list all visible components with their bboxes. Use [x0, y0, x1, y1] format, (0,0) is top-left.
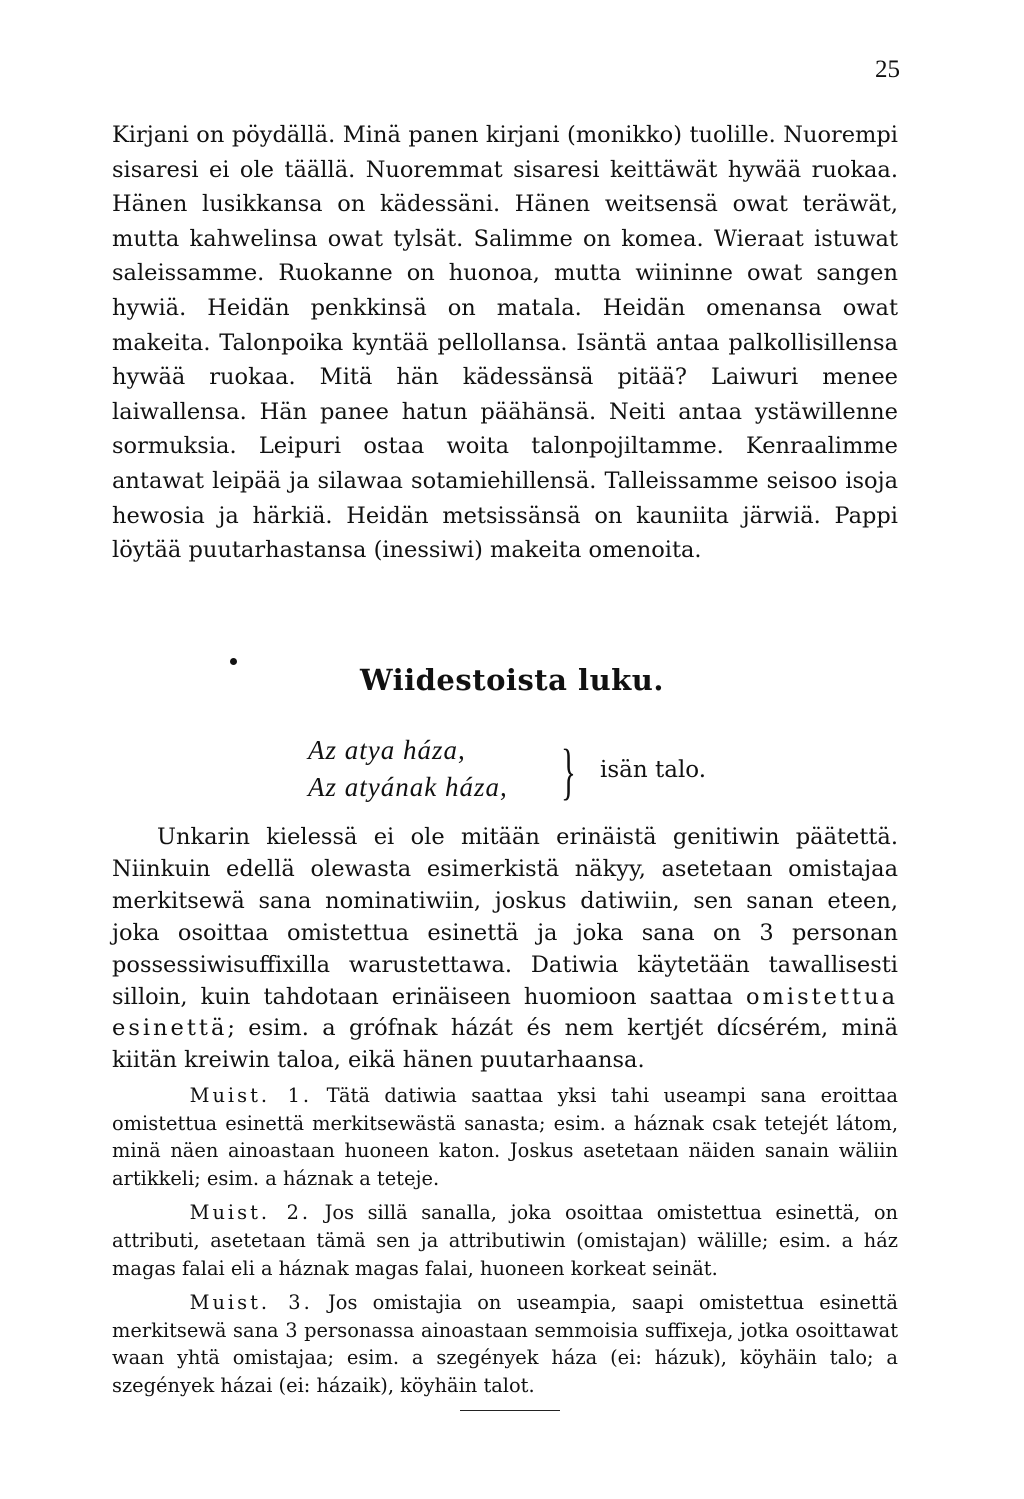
- remark-1: [112, 1082, 898, 1192]
- grammar-explanation: [112, 822, 898, 1077]
- remark-1-text: Tätä datiwia saattaa yksi tahi useampi sana eroittaa omistettua esinettä merkitsewästä sanasta; esim. a háznak csak tetejét látom, minä näen ainoastaan huoneen katon. Joskus asetetaan näiden sanain wäliin artikkeli; esim. a háznak a teteje.: [112, 1084, 898, 1190]
- remark-3-text: Jos omistajia on useampia, saapi omistettua esinettä merkitsewä sana 3 personassa ainoastaan semmoisia suffixeja, jotka osoittawat waan yhtä omistajaa; esim. a szegények háza (ei: házuk), köyhäin talo; a szegények házai (ei: házaik), köyhäin talot.: [112, 1291, 898, 1397]
- exercise-paragraph: [112, 118, 898, 568]
- remarks-section: [112, 1082, 898, 1407]
- page-number: 25: [875, 56, 900, 83]
- remark-2-text: Jos sillä sanalla, joka osoittaa omistettua esinettä, on attributi, asetetaan tämä sen ja attributiwin (omistajan) wälille; esim. a ház magas falai eli a háznak magas falai, huoneen korkeat seinät.: [112, 1201, 898, 1280]
- remark-2: [112, 1199, 898, 1282]
- remark-3: [112, 1289, 898, 1399]
- remark-3-label: Muist. 3.: [189, 1291, 313, 1315]
- explanation-paragraph: [112, 822, 898, 1077]
- example-block: [308, 735, 768, 815]
- exercise-text: Kirjani on pöydällä. Minä panen kirjani (monikko) tuolille. Nuorempi sisaresi ei ole täällä. Nuoremmat sisaresi keittäwät hywää ruokaa. Hänen lusikkansa on kädessäni. Hänen weitsensä owat teräwät, mutta kahwelinsa owat tylsät. Salimme on komea. Wieraat istuwat saleissamme. Ruokanne on huonoa, mutta wiininne owat sangen hywiä. Heidän penkkinsä on matala. Heidän omenansa owat makeita. Talonpoika kyntää pellollansa. Isäntä antaa palkollisillensa hywää ruokaa. Mitä hän kädessänsä pitää? Laiwuri menee laiwallensa. Hän panee hatun päähänsä. Neiti antaa ystäwillenne sormuksia. Leipuri ostaa woita talonpojiltamme. Kenraalimme antawat leipää ja silawaa sotamiehillensä. Talleissamme seisoo isoja hewosia ja härkiä. Heidän metsissänsä on kauniita järwiä. Pappi löytää puutarhastansa (inessiwi) makeita omenoita.: [112, 122, 898, 564]
- curly-brace: }: [561, 738, 576, 806]
- example-line-2: Az atyának háza,: [308, 772, 508, 802]
- explanation-text-1: Unkarin kielessä ei ole mitään erinäistä genitiwin päätettä. Niinkuin edellä olewasta esimerkistä näkyy, asetetaan omistajaa merkitsewä sana nominatiwiin, joskus datiwiin, sen sanan eteen, joka osoittaa omistettua esinettä ja joka sana on 3 personan possessiwisuffixilla warustettawa. Datiwia käytetään tawallisesti silloin, kuin tahdotaan erinäiseen huomioon saattaa: [112, 824, 898, 1010]
- explanation-text-2: ; esim. a grófnak házát és nem kertjét dícsérém, minä kiitän kreiwin taloa, eikä hänen puutarhaansa.: [112, 1015, 898, 1074]
- bottom-divider: [460, 1410, 560, 1411]
- section-heading: Wiidestoista luku.: [360, 663, 664, 697]
- example-translation: isän talo.: [600, 757, 707, 783]
- emphasized-phrase: omistettua esinettä: [112, 983, 898, 1042]
- remark-2-label: Muist. 2.: [189, 1201, 312, 1225]
- example-line-1: Az atya háza,: [308, 735, 466, 765]
- remark-1-label: Muist. 1.: [189, 1084, 313, 1107]
